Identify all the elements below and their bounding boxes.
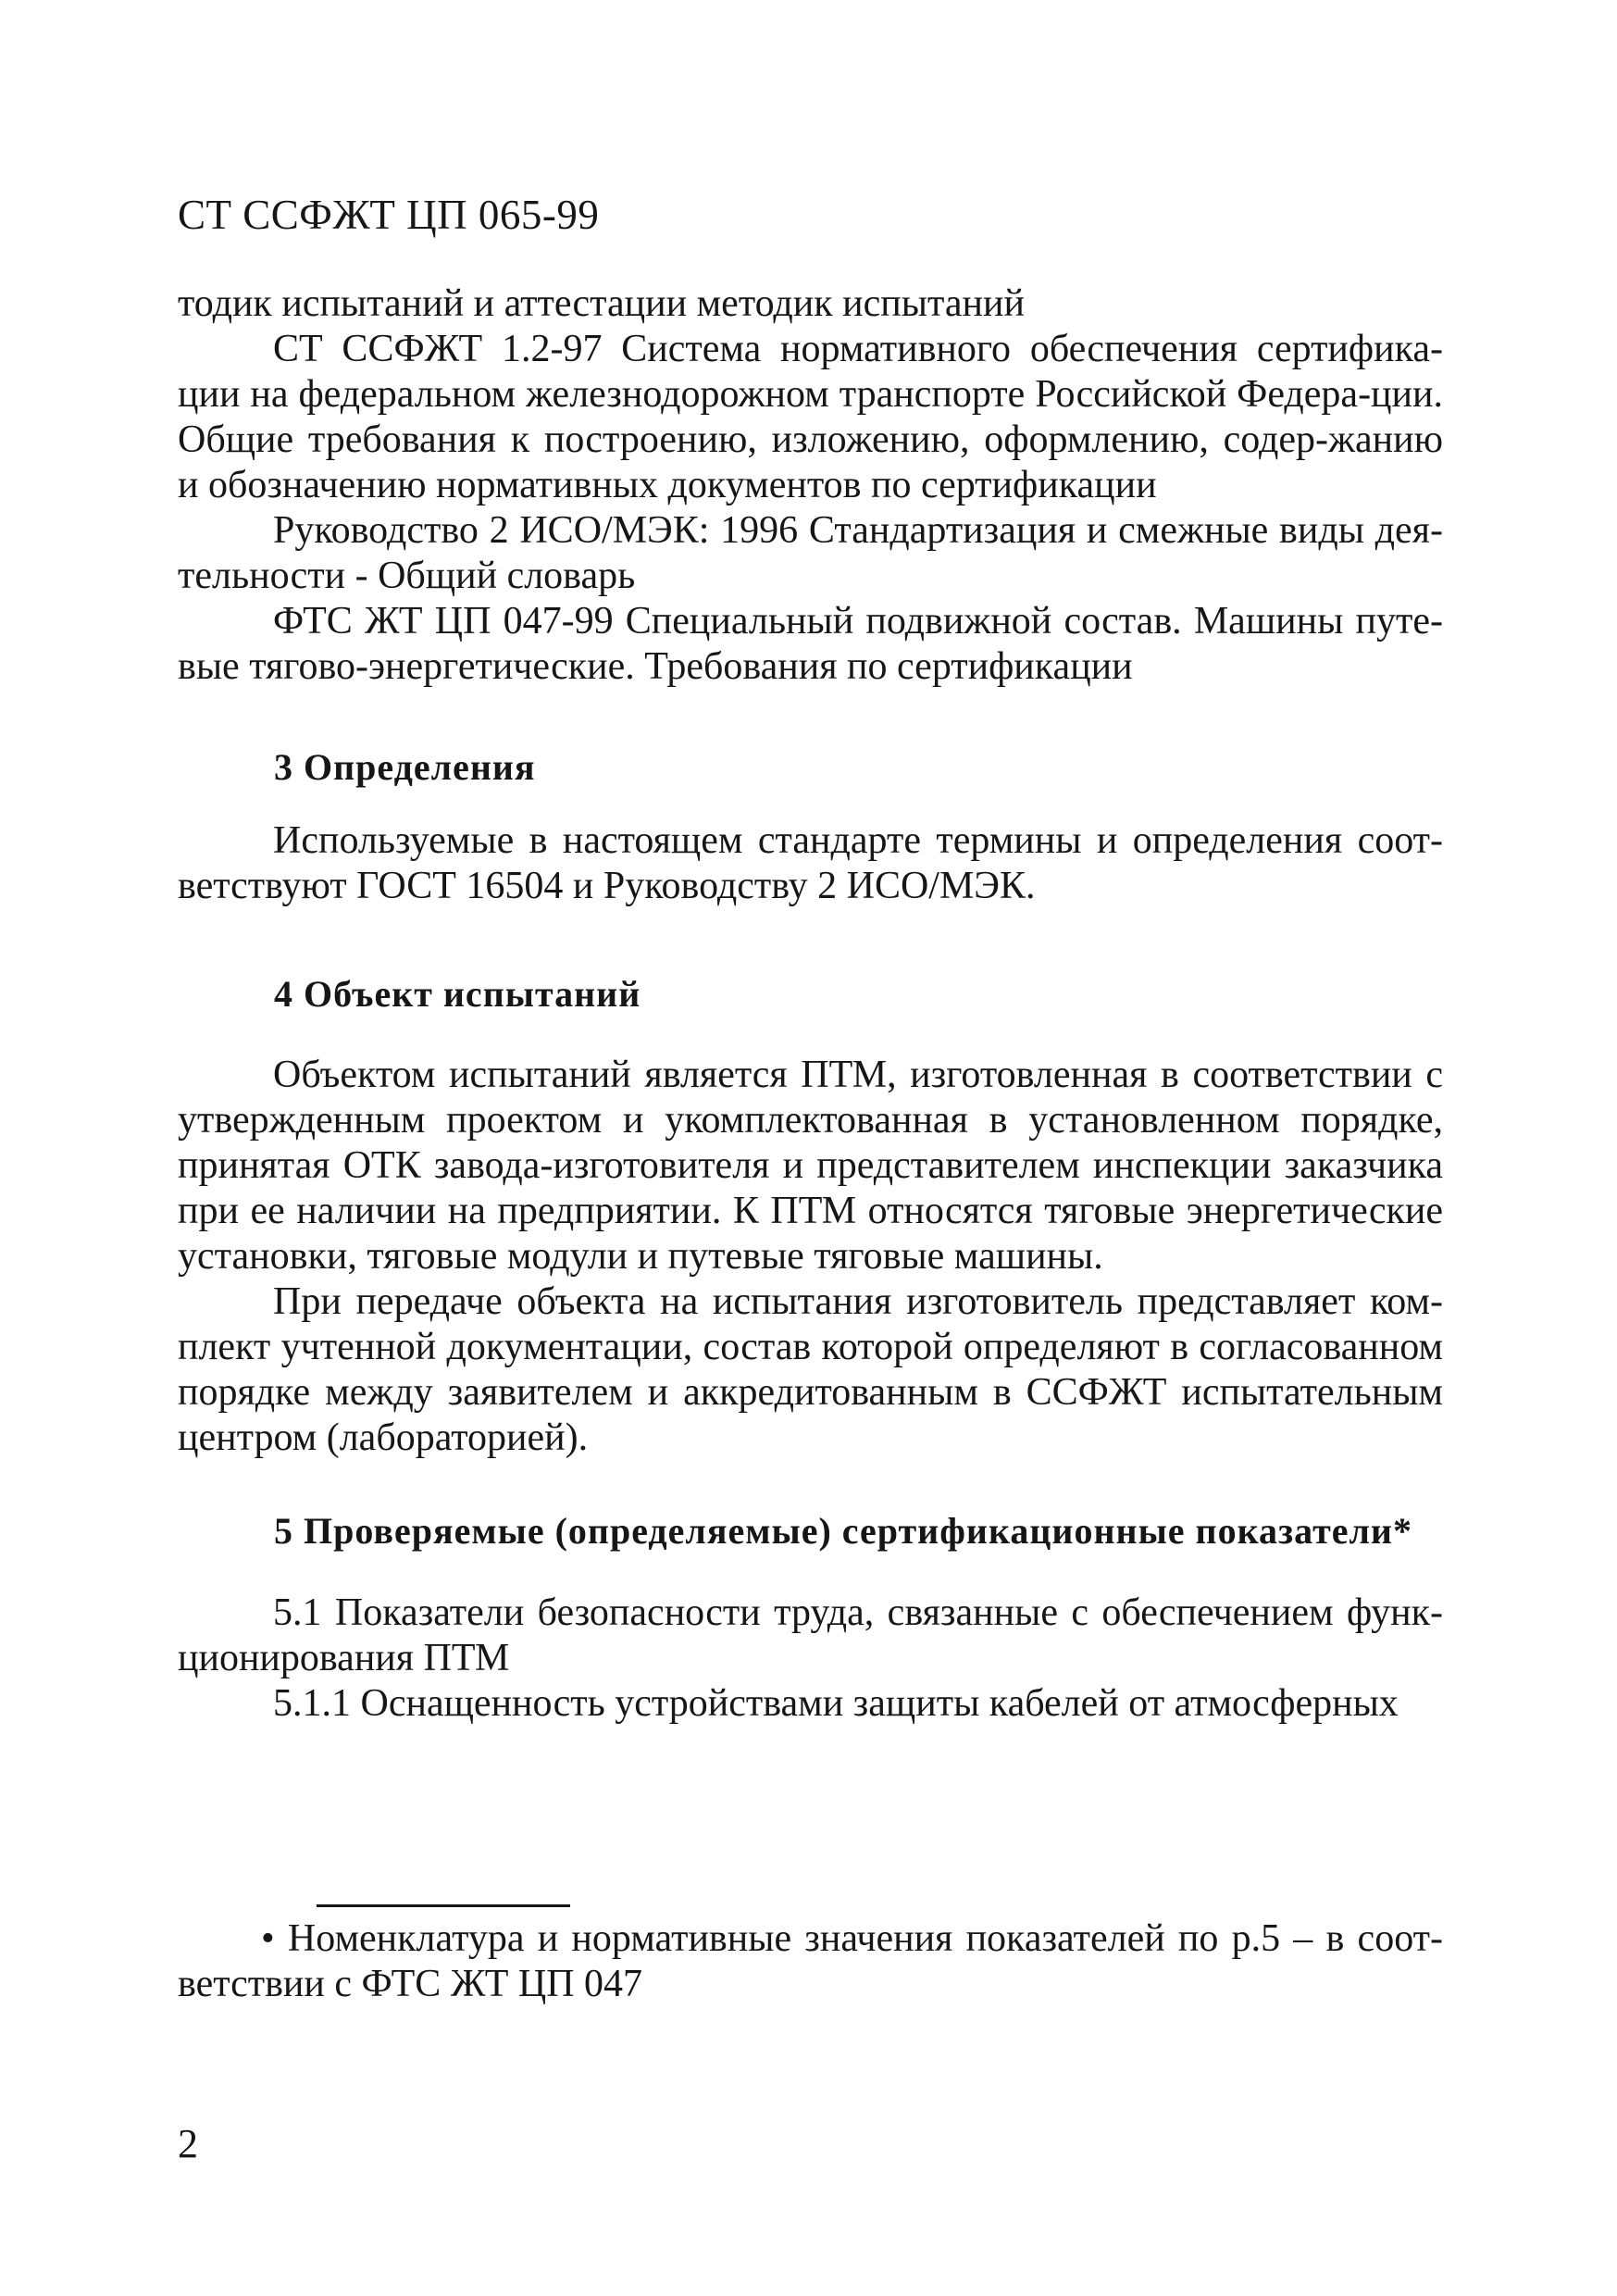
reference-continuation: тодик испытаний и аттестации методик испытаний — [178, 282, 1025, 325]
section-5-paragraph: 5.1.1 Оснащенность устройствами защиты кабелей от атмосферных — [273, 1682, 1399, 1725]
section-4-body — [178, 1053, 1443, 1461]
page-number: 2 — [178, 2121, 198, 2166]
footnote — [178, 1916, 1443, 2007]
section-4-heading: 4 Объект испытаний — [274, 973, 641, 1015]
references-list — [178, 281, 1443, 690]
section-4-paragraph: При передаче объекта на испытания изготовитель представляет ком-плект учтенной документации, состав которой определяют в согласованном порядке между заявителем и аккредитованным в ССФЖТ испытательным центром (лабораторией). — [178, 1280, 1443, 1459]
section-4-paragraph: Объектом испытаний является ПТМ, изготовленная в соответствии с утвержденным проектом и укомплектованная в установленном порядке, принятая ОТК завода-изготовителя и представителем инспекции заказчика при ее наличии на предприятии. К ПТМ относятся тяговые энергетические установки, тяговые модули и путевые тяговые машины. — [178, 1054, 1443, 1278]
section-5-paragraph: 5.1 Показатели безопасности труда, связанные с обеспечением функ-ционирования ПТМ — [178, 1591, 1443, 1679]
section-5-body — [178, 1591, 1443, 1727]
reference-item: СТ ССФЖТ 1.2-97 Система нормативного обеспечения сертифика-ции на федеральном железнодорожном транспорте Российской Федера-ции. Общие требования к построению, изложению, оформлению, содер-жанию и обозначению нормативных документов по сертификации — [178, 328, 1443, 506]
footnote-text: • Номенклатура и нормативные значения показателей по р.5 – в соот-ветствии с ФТС ЖТ ЦП 047 — [178, 1917, 1443, 2005]
section-3-paragraph: Используемые в настоящем стандарте термины и определения соот-ветствуют ГОСТ 16504 и Руководству 2 ИСО/МЭК. — [178, 819, 1443, 907]
reference-item: Руководство 2 ИСО/МЭК: 1996 Стандартизация и смежные виды дея-тельности - Общий словарь — [178, 509, 1443, 597]
footnote-divider — [317, 1904, 570, 1907]
section-3-body — [178, 818, 1443, 909]
section-3-heading: 3 Определения — [274, 746, 536, 788]
document-code-header: СТ ССФЖТ ЦП 065-99 — [178, 192, 600, 238]
section-5-heading: 5 Проверяемые (определяемые) сертификационные показатели* — [274, 1510, 1412, 1552]
reference-item: ФТС ЖТ ЦП 047-99 Специальный подвижной состав. Машины путе-вые тягово-энергетические. Требования по сертификации — [178, 600, 1443, 688]
